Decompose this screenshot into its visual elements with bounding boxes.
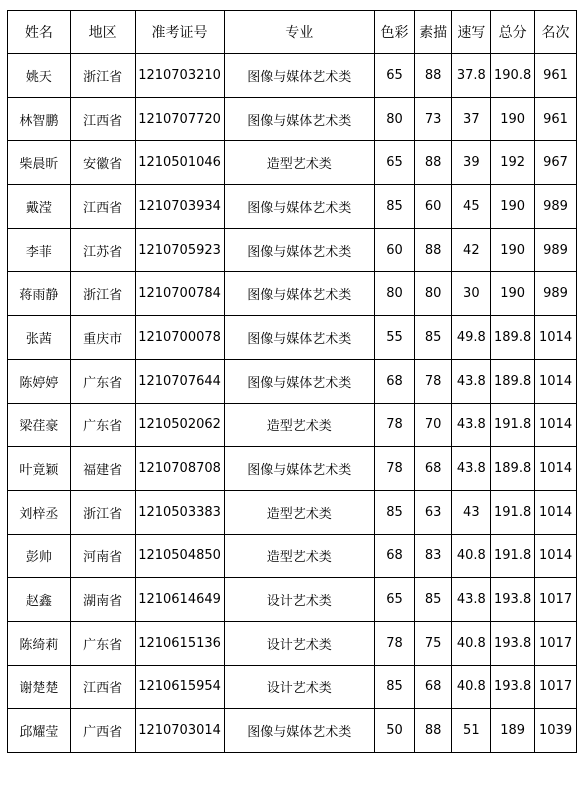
cell-sketch-score: 68 bbox=[414, 447, 452, 491]
cell-region: 广东省 bbox=[70, 621, 135, 665]
cell-speed-sketch-score: 40.8 bbox=[452, 534, 491, 578]
cell-exam-id: 1210700078 bbox=[135, 316, 224, 360]
cell-color-score: 85 bbox=[375, 490, 415, 534]
cell-total-score: 190 bbox=[491, 97, 535, 141]
cell-speed-sketch-score: 37 bbox=[452, 97, 491, 141]
header-rank: 名次 bbox=[535, 11, 577, 54]
cell-sketch-score: 88 bbox=[414, 54, 452, 98]
table-row bbox=[8, 447, 577, 491]
cell-name: 陈绮莉 bbox=[8, 621, 71, 665]
cell-rank: 1014 bbox=[535, 359, 577, 403]
cell-total-score: 189.8 bbox=[491, 316, 535, 360]
cell-color-score: 68 bbox=[375, 359, 415, 403]
cell-sketch-score: 75 bbox=[414, 621, 452, 665]
cell-color-score: 78 bbox=[375, 447, 415, 491]
cell-speed-sketch-score: 43.8 bbox=[452, 578, 491, 622]
cell-exam-id: 1210615136 bbox=[135, 621, 224, 665]
cell-sketch-score: 88 bbox=[414, 709, 452, 753]
cell-name: 李菲 bbox=[8, 228, 71, 272]
cell-rank: 989 bbox=[535, 228, 577, 272]
table-row bbox=[8, 141, 577, 185]
cell-major: 图像与媒体艺术类 bbox=[224, 447, 375, 491]
table-row bbox=[8, 316, 577, 360]
cell-exam-id: 1210700784 bbox=[135, 272, 224, 316]
cell-total-score: 189.8 bbox=[491, 447, 535, 491]
table-row bbox=[8, 185, 577, 229]
cell-major: 图像与媒体艺术类 bbox=[224, 272, 375, 316]
cell-speed-sketch-score: 40.8 bbox=[452, 665, 491, 709]
cell-color-score: 65 bbox=[375, 141, 415, 185]
cell-name: 梁荏豪 bbox=[8, 403, 71, 447]
cell-region: 江西省 bbox=[70, 185, 135, 229]
cell-region: 广东省 bbox=[70, 359, 135, 403]
cell-sketch-score: 70 bbox=[414, 403, 452, 447]
cell-rank: 1014 bbox=[535, 316, 577, 360]
cell-major: 设计艺术类 bbox=[224, 621, 375, 665]
cell-rank: 1039 bbox=[535, 709, 577, 753]
cell-exam-id: 1210707644 bbox=[135, 359, 224, 403]
cell-total-score: 190 bbox=[491, 272, 535, 316]
header-speed-sketch-score: 速写 bbox=[452, 11, 491, 54]
table-row bbox=[8, 272, 577, 316]
cell-region: 浙江省 bbox=[70, 272, 135, 316]
cell-speed-sketch-score: 45 bbox=[452, 185, 491, 229]
cell-exam-id: 1210615954 bbox=[135, 665, 224, 709]
cell-rank: 1014 bbox=[535, 534, 577, 578]
cell-total-score: 190 bbox=[491, 228, 535, 272]
cell-total-score: 193.8 bbox=[491, 665, 535, 709]
cell-total-score: 191.8 bbox=[491, 403, 535, 447]
cell-total-score: 191.8 bbox=[491, 534, 535, 578]
table-row bbox=[8, 403, 577, 447]
cell-speed-sketch-score: 43.8 bbox=[452, 403, 491, 447]
cell-sketch-score: 85 bbox=[414, 578, 452, 622]
table-row bbox=[8, 97, 577, 141]
table-row bbox=[8, 359, 577, 403]
cell-color-score: 78 bbox=[375, 403, 415, 447]
table-row bbox=[8, 709, 577, 753]
table-row bbox=[8, 54, 577, 98]
cell-exam-id: 1210501046 bbox=[135, 141, 224, 185]
cell-sketch-score: 85 bbox=[414, 316, 452, 360]
cell-rank: 961 bbox=[535, 54, 577, 98]
cell-region: 安徽省 bbox=[70, 141, 135, 185]
cell-sketch-score: 73 bbox=[414, 97, 452, 141]
cell-sketch-score: 83 bbox=[414, 534, 452, 578]
cell-total-score: 190.8 bbox=[491, 54, 535, 98]
cell-rank: 1017 bbox=[535, 665, 577, 709]
cell-total-score: 191.8 bbox=[491, 490, 535, 534]
cell-sketch-score: 78 bbox=[414, 359, 452, 403]
cell-region: 湖南省 bbox=[70, 578, 135, 622]
cell-exam-id: 1210703210 bbox=[135, 54, 224, 98]
cell-speed-sketch-score: 40.8 bbox=[452, 621, 491, 665]
cell-total-score: 193.8 bbox=[491, 621, 535, 665]
cell-sketch-score: 68 bbox=[414, 665, 452, 709]
cell-total-score: 189 bbox=[491, 709, 535, 753]
cell-speed-sketch-score: 43 bbox=[452, 490, 491, 534]
header-region: 地区 bbox=[70, 11, 135, 54]
cell-region: 广西省 bbox=[70, 709, 135, 753]
cell-region: 浙江省 bbox=[70, 490, 135, 534]
cell-rank: 1014 bbox=[535, 403, 577, 447]
cell-major: 图像与媒体艺术类 bbox=[224, 97, 375, 141]
table-row bbox=[8, 534, 577, 578]
cell-region: 江西省 bbox=[70, 97, 135, 141]
header-exam-id: 准考证号 bbox=[135, 11, 224, 54]
header-row bbox=[8, 11, 577, 54]
cell-rank: 1017 bbox=[535, 578, 577, 622]
cell-rank: 989 bbox=[535, 185, 577, 229]
cell-major: 设计艺术类 bbox=[224, 578, 375, 622]
cell-rank: 1014 bbox=[535, 447, 577, 491]
table-row bbox=[8, 578, 577, 622]
cell-major: 设计艺术类 bbox=[224, 665, 375, 709]
cell-major: 造型艺术类 bbox=[224, 403, 375, 447]
cell-major: 造型艺术类 bbox=[224, 490, 375, 534]
cell-exam-id: 1210504850 bbox=[135, 534, 224, 578]
cell-name: 柴晨昕 bbox=[8, 141, 71, 185]
cell-color-score: 55 bbox=[375, 316, 415, 360]
cell-speed-sketch-score: 51 bbox=[452, 709, 491, 753]
header-total-score: 总分 bbox=[491, 11, 535, 54]
cell-name: 邱耀莹 bbox=[8, 709, 71, 753]
cell-major: 图像与媒体艺术类 bbox=[224, 359, 375, 403]
cell-name: 林智鹏 bbox=[8, 97, 71, 141]
cell-rank: 961 bbox=[535, 97, 577, 141]
cell-rank: 1014 bbox=[535, 490, 577, 534]
cell-color-score: 80 bbox=[375, 97, 415, 141]
header-major: 专业 bbox=[224, 11, 375, 54]
cell-speed-sketch-score: 43.8 bbox=[452, 359, 491, 403]
cell-rank: 989 bbox=[535, 272, 577, 316]
cell-name: 张茜 bbox=[8, 316, 71, 360]
cell-exam-id: 1210708708 bbox=[135, 447, 224, 491]
cell-name: 戴滢 bbox=[8, 185, 71, 229]
cell-speed-sketch-score: 49.8 bbox=[452, 316, 491, 360]
cell-color-score: 85 bbox=[375, 665, 415, 709]
cell-color-score: 85 bbox=[375, 185, 415, 229]
table-row bbox=[8, 490, 577, 534]
cell-name: 蒋雨静 bbox=[8, 272, 71, 316]
cell-sketch-score: 63 bbox=[414, 490, 452, 534]
table-row bbox=[8, 665, 577, 709]
cell-color-score: 65 bbox=[375, 578, 415, 622]
cell-exam-id: 1210502062 bbox=[135, 403, 224, 447]
cell-major: 图像与媒体艺术类 bbox=[224, 709, 375, 753]
cell-region: 江西省 bbox=[70, 665, 135, 709]
cell-exam-id: 1210503383 bbox=[135, 490, 224, 534]
cell-region: 河南省 bbox=[70, 534, 135, 578]
cell-sketch-score: 60 bbox=[414, 185, 452, 229]
cell-exam-id: 1210614649 bbox=[135, 578, 224, 622]
cell-total-score: 190 bbox=[491, 185, 535, 229]
table-row bbox=[8, 621, 577, 665]
cell-total-score: 192 bbox=[491, 141, 535, 185]
cell-color-score: 60 bbox=[375, 228, 415, 272]
cell-speed-sketch-score: 43.8 bbox=[452, 447, 491, 491]
cell-region: 浙江省 bbox=[70, 54, 135, 98]
cell-sketch-score: 80 bbox=[414, 272, 452, 316]
cell-speed-sketch-score: 39 bbox=[452, 141, 491, 185]
cell-color-score: 50 bbox=[375, 709, 415, 753]
cell-name: 谢楚楚 bbox=[8, 665, 71, 709]
cell-sketch-score: 88 bbox=[414, 141, 452, 185]
cell-major: 造型艺术类 bbox=[224, 534, 375, 578]
cell-name: 彭帅 bbox=[8, 534, 71, 578]
cell-major: 图像与媒体艺术类 bbox=[224, 228, 375, 272]
cell-major: 造型艺术类 bbox=[224, 141, 375, 185]
cell-major: 图像与媒体艺术类 bbox=[224, 185, 375, 229]
cell-region: 江苏省 bbox=[70, 228, 135, 272]
cell-color-score: 68 bbox=[375, 534, 415, 578]
cell-rank: 1017 bbox=[535, 621, 577, 665]
cell-color-score: 80 bbox=[375, 272, 415, 316]
cell-total-score: 189.8 bbox=[491, 359, 535, 403]
cell-exam-id: 1210703934 bbox=[135, 185, 224, 229]
header-sketch-score: 素描 bbox=[414, 11, 452, 54]
cell-color-score: 78 bbox=[375, 621, 415, 665]
cell-speed-sketch-score: 37.8 bbox=[452, 54, 491, 98]
cell-name: 陈婷婷 bbox=[8, 359, 71, 403]
cell-exam-id: 1210707720 bbox=[135, 97, 224, 141]
cell-region: 福建省 bbox=[70, 447, 135, 491]
cell-name: 叶竟颖 bbox=[8, 447, 71, 491]
cell-exam-id: 1210705923 bbox=[135, 228, 224, 272]
cell-speed-sketch-score: 30 bbox=[452, 272, 491, 316]
cell-sketch-score: 88 bbox=[414, 228, 452, 272]
cell-speed-sketch-score: 42 bbox=[452, 228, 491, 272]
cell-rank: 967 bbox=[535, 141, 577, 185]
cell-exam-id: 1210703014 bbox=[135, 709, 224, 753]
cell-name: 刘梓丞 bbox=[8, 490, 71, 534]
cell-name: 赵鑫 bbox=[8, 578, 71, 622]
cell-total-score: 193.8 bbox=[491, 578, 535, 622]
cell-name: 姚天 bbox=[8, 54, 71, 98]
cell-region: 重庆市 bbox=[70, 316, 135, 360]
table-row bbox=[8, 228, 577, 272]
cell-region: 广东省 bbox=[70, 403, 135, 447]
cell-major: 图像与媒体艺术类 bbox=[224, 316, 375, 360]
cell-color-score: 65 bbox=[375, 54, 415, 98]
header-color-score: 色彩 bbox=[375, 11, 415, 54]
cell-major: 图像与媒体艺术类 bbox=[224, 54, 375, 98]
score-table bbox=[7, 10, 577, 753]
header-name: 姓名 bbox=[8, 11, 71, 54]
